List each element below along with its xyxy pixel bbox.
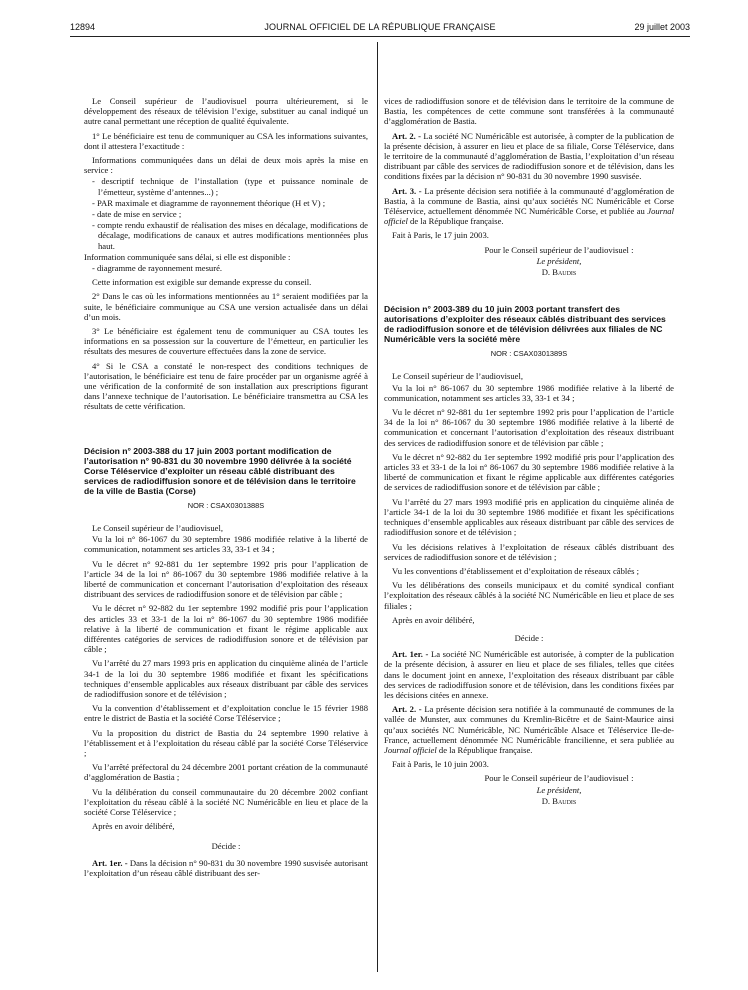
journal-reference: Journal officiel (384, 744, 437, 755)
signature-name: D. Baudis (541, 267, 577, 278)
page-number: 12894 (70, 22, 96, 32)
paragraph: Le Conseil supérieur de l’audiovisuel, (92, 522, 224, 533)
left-column (84, 96, 368, 882)
signature-role-text: Le président, (536, 784, 582, 795)
list-item: - date de mise en service ; (92, 209, 182, 220)
paragraph: Cette information est exigible sur demande expresse du conseil. (92, 277, 312, 288)
column-divider (377, 42, 378, 972)
visa: Vu l’arrêté du 27 mars 1993 pris en application du cinquième alinéa de l’article 34-1 de la loi du 30 septembre 1986 modifiée et fixant les spécifications techniques d’ensemble applicables aux réseaux distribuant par câble des services de radiodiffusion sonore et de télévision ; (84, 658, 368, 699)
list-item: - compte rendu exhaustif de réalisation des mises en décalage, modifications de décalage, modifications de canaux et autres modifications mentionnées plus haut. (92, 220, 368, 251)
visa: Vu la proposition du district de Bastia du 24 septembre 1990 relative à l’établissement et à l’exploitation du réseau câblé par la société Corse Téléservice ; (84, 727, 368, 758)
decision-title: Décision n° 2003-388 du 17 juin 2003 portant modification de l’autorisation n° 90-831 du 30 novembre 1990 délivrée à la société Corse Téléservice d’exploiter un réseau câblé distribuant des services de radiodiffusion sonore et de télévision dans le territoire de la ville de Bastia (Corse) (84, 445, 356, 496)
visa: Vu le décret n° 92-881 du 1er septembre 1992 pris pour l’application de l’article 34 de la loi n° 86-1067 du 30 septembre 1986 modifiée relative à la liberté de communication et concernant l’autorisation d’exploitation des réseaux distribuant des services de radiodiffusion sonore et de télévision par câble ; (384, 407, 674, 448)
decide-heading: Décide : (211, 841, 241, 852)
paragraph: vices de radiodiffusion sonore et de télévision dans le territoire de la commune de Bastia, les compétences de cette commune sont transférées à la communauté d’agglomération de Bastia. (384, 96, 674, 127)
signature-name: D. Baudis (541, 795, 577, 806)
visa: Vu les décisions relatives à l’exploitation de réseaux câblés distribuant des services de radiodiffusion sonore et de télévision ; (384, 541, 674, 562)
journal-reference: Journal officiel (384, 206, 674, 227)
visa: Vu le décret n° 92-881 du 1er septembre 1992 pris pour l’application de l’article 34 de la loi n° 86-1067 du 30 septembre 1986 modifiée relative à la liberté de communication et concernant l’autorisation d’exploitation des réseaux distribuant des services de radiodiffusion sonore et de télévision par câble ; (84, 558, 368, 600)
header-rule (70, 36, 690, 37)
article-text: La présente décision sera notifiée à la communauté de communes de la vallée de Munster, aux communes du Kremlin-Bicêtre et de Saint-Maurice ainsi qu’aux sociétés NC Numéricâble, NC Numéricâble Alsace et Téléservice Ile-de-France, actuellement dénommée NC Numéricâble francilienne, et sera publiée au (384, 704, 674, 745)
visa: Vu la délibération du conseil communautaire du 20 décembre 2002 confiant l’exploitation du réseau câblé à la société NC Numéricâble en lieu et place de la société Corse Téléservice ; (84, 786, 368, 817)
list-item: - descriptif technique de l’installation (type et puissance nominale de l’émetteur, système d’antennes...) ; (92, 176, 368, 197)
article (84, 858, 368, 878)
article-text: La société NC Numéricâble est autorisée, à compter de la publication de la présente décision, à assurer en lieu et place de sa filiale, Corse Téléservice, dans le territoire de la communauté d’agglomération de Bastia, l’exploitation d’un réseau distribuant par câble des services de radiodiffusion sonore et de télévision, dans les conditions fixées par la décision n° 90-831 du 30 novembre 1990 susvisée. (384, 130, 674, 182)
visa: Vu l’arrêté du 27 mars 1993 modifié pris en application du cinquième alinéa de l’article 34-1 de la loi du 30 septembre 1986 modifiée et fixant les spécifications techniques d’ensemble applicables aux réseaux distribuant par câble des services de radiodiffusion sonore et de télévision ; (384, 496, 674, 538)
list-item: - diagramme de rayonnement mesuré. (92, 263, 223, 274)
visa: Vu la loi n° 86-1067 du 30 septembre 1986 modifiée relative à la liberté de communication, notamment ses articles 33, 33-1 et 34 ; (84, 534, 368, 555)
signature-line: Pour le Conseil supérieur de l’audiovisuel : (484, 773, 634, 784)
issue-date: 29 juillet 2003 (634, 22, 690, 32)
paragraph: Après en avoir délibéré, (92, 821, 175, 832)
paragraph: 1° Le bénéficiaire est tenu de communiquer au CSA les informations suivantes, dont il attestera l’exactitude : (84, 130, 368, 151)
signature-place-date: Fait à Paris, le 10 juin 2003. (392, 759, 489, 770)
article-text: de la République française. (438, 744, 533, 755)
visa: Vu les conventions d’établissement et d’exploitation de réseaux câblés ; (392, 565, 639, 576)
article-label: Art. 2. - (392, 704, 422, 715)
article (384, 186, 674, 227)
paragraph: Après en avoir délibéré, (392, 614, 475, 625)
journal-title: JOURNAL OFFICIEL DE LA RÉPUBLIQUE FRANÇAISE (264, 22, 496, 32)
visa: Vu les délibérations des conseils municipaux et du comité syndical confiant l’exploitation des réseaux câblés à la société NC Numéricâble en lieu et place de ses filiales ; (384, 580, 674, 611)
list-item: - PAR maximale et diagramme de rayonnement théorique (H et V) ; (92, 197, 326, 208)
paragraph: 3° Le bénéficiaire est également tenu de communiquer au CSA toutes les informations en sa possession sur la couverture de l’émetteur, en particulier les résultats des mesures de couverture effectuées dans la zone de service. (84, 326, 368, 357)
article (384, 131, 674, 182)
article-label: Art. 3. - (392, 185, 422, 196)
visa: Vu le décret n° 92-882 du 1er septembre 1992 modifié pris pour l’application des articles 33 et 33-1 de la loi n° 86-1067 du 30 septembre 1986 modifiée relative à la liberté de communication et fixant le régime applicable aux différentes catégories de services de radiodiffusion sonore et de télévision par câble ; (84, 603, 368, 655)
article-text: de la République française. (410, 216, 504, 227)
article-text: La société NC Numéricâble est autorisée, à compter de la publication de la présente décision, à assurer en lieu et place de ses filiales, telles que citées dans le document joint en annexe, l’exploitation des réseaux distribuant par câble des services de radiodiffusion sonore et de télévision, dans les conditions fixées par les décisions citées en annexe. (384, 649, 674, 700)
signature-role-text: Le président, (536, 255, 582, 266)
right-column (384, 96, 674, 807)
page-header (70, 22, 690, 36)
nor-reference: NOR : CSAX0301389S (490, 349, 568, 359)
signature-role (384, 256, 674, 266)
paragraph: Information communiquée sans délai, si elle est disponible : (84, 251, 291, 262)
article-text: Dans la décision n° 90-831 du 30 novembre 1990 susvisée autorisant l’exploitation d’un réseau câblé distribuant des ser- (84, 857, 368, 878)
article-label: Art. 1er. - (92, 857, 128, 868)
paragraph: Informations communiquées dans un délai de deux mois après la mise en service : (84, 155, 368, 176)
visa: Vu l’arrêté préfectoral du 24 décembre 2001 portant création de la communauté d’agglomération de Bastia ; (84, 762, 368, 783)
visa: Vu la loi n° 86-1067 du 30 septembre 1986 modifiée relative à la liberté de communication, notamment ses articles 33, 33-1 et 34 ; (384, 382, 674, 403)
article-text: La présente décision sera notifiée à la communauté d’agglomération de Bastia, à la commune de Bastia, ainsi qu’aux sociétés NC Numéricâble et Corse Téléservice, actuellement dénommée NC Numéricâble Corse, et publiée au (384, 185, 675, 217)
nor-reference: NOR : CSAX0301388S (187, 500, 265, 510)
signature-line: Pour le Conseil supérieur de l’audiovisuel : (484, 244, 634, 255)
article-label: Art. 2. - (392, 130, 421, 141)
paragraph: Le Conseil supérieur de l’audiovisuel, (392, 371, 524, 382)
signature-role (384, 785, 674, 795)
decision-title: Décision n° 2003-389 du 10 juin 2003 portant transfert des autorisations d’exploiter des réseaux câblés distribuant des services de radiodiffusion sonore et de télévision délivrées aux filiales de NC Numéricâble vers la société mère (384, 304, 666, 345)
paragraph: 2° Dans le cas où les informations mentionnées au 1° seraient modifiées par la suite, le bénéficiaire communique au CSA une version actualisée dans un délai d’un mois. (84, 291, 368, 322)
article (384, 649, 674, 700)
article-label: Art. 1er. - (392, 649, 429, 660)
paragraph: Le Conseil supérieur de l’audiovisuel pourra ultérieurement, si le développement des réseaux de télévision l’exige, substituer au canal indiqué un autre canal permettant une réception de qualité équivalente. (84, 96, 368, 127)
signature-place-date: Fait à Paris, le 17 juin 2003. (392, 230, 489, 241)
visa: Vu le décret n° 92-882 du 1er septembre 1992 modifié pris pour l’application des articles 33 et 33-1 de la loi n° 86-1067 du 30 septembre 1986 modifiée relative à la liberté de communication et fixant le régime applicable aux différentes catégories de services de radiodiffusion sonore et de télévision par câble ; (384, 451, 674, 493)
decide-heading: Décide : (514, 632, 544, 643)
paragraph: 4° Si le CSA a constaté le non-respect des conditions techniques de l’autorisation, le bénéficiaire est tenu de faire procéder par un organisme agréé à une vérification de la conformité de son installation aux prescriptions figurant dans l’annexe technique de l’autorisation. Le bénéficiaire transmettra au CSA les résultats de cette vérification. (84, 360, 368, 412)
article (384, 704, 674, 755)
visa: Vu la convention d’établissement et d’exploitation conclue le 15 février 1988 entre le district de Bastia et la société Corse Téléservice ; (84, 703, 368, 724)
